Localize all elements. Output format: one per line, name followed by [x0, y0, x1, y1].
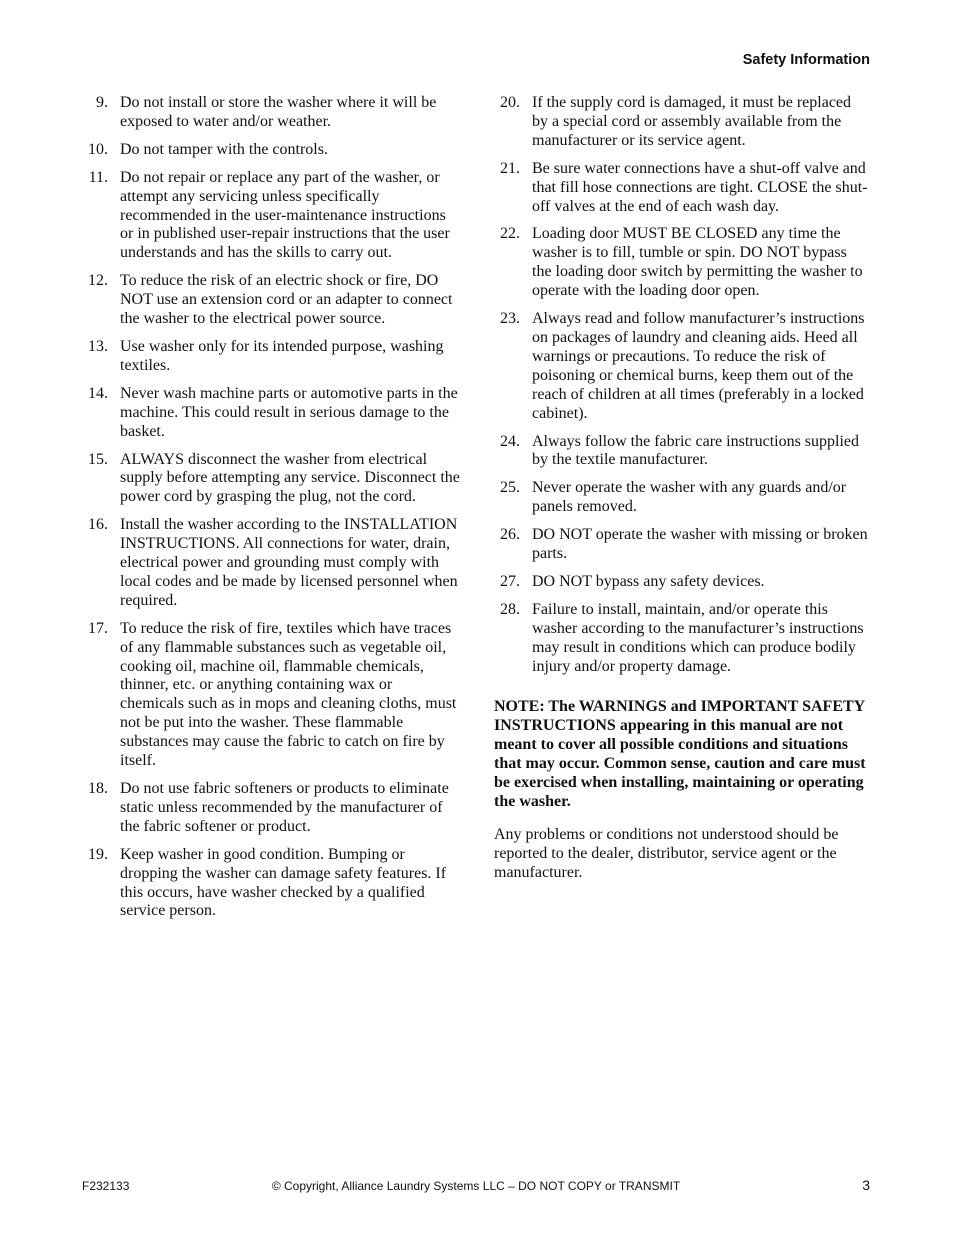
item-text: If the supply cord is damaged, it must be replaced by a special cord or assembly available from the manufacturer or its service agent. — [532, 94, 852, 149]
list-item — [494, 601, 870, 677]
left-column — [82, 94, 460, 930]
list-item — [494, 225, 870, 301]
list-item — [82, 141, 460, 160]
item-text: Be sure water connections have a shut-off valve and that fill hose connections are tight. CLOSE the shut-off valves at the end of each wash day. — [532, 159, 868, 215]
copyright-notice: © Copyright, Alliance Laundry Systems LLC – DO NOT COPY or TRANSMIT — [271, 1179, 681, 1193]
item-text: To reduce the risk of fire, textiles which have traces of any flammable substances such as vegetable oil, cooking oil, machine oil, flammable chemicals, thinner, etc. or anything containing wax or chemicals such as in mops and cleaning cloths, must not be put into the washer. These flammable substances may cause the fabric to catch on fire by itself. — [120, 619, 457, 770]
item-text: DO NOT bypass any safety devices. — [532, 572, 765, 590]
list-item — [494, 573, 870, 592]
item-number: 15. — [88, 450, 108, 468]
item-number: 18. — [88, 780, 108, 797]
list-item — [494, 310, 870, 423]
list-item — [82, 451, 460, 508]
item-number: 22. — [500, 225, 520, 243]
item-text: Use washer only for its intended purpose, washing textiles. — [120, 337, 444, 374]
item-text: DO NOT operate the washer with missing or broken parts. — [532, 526, 868, 563]
item-text: Do not repair or replace any part of the washer, or attempt any servicing unless specifically recommended in the user-maintenance instructions or in published user-repair instructions that the user understands and has the skills to carry out. — [120, 168, 450, 262]
list-item — [82, 516, 460, 611]
item-number: 10. — [88, 140, 108, 158]
list-item — [82, 272, 460, 329]
document-number: F232133 — [82, 1179, 130, 1193]
item-text: Always read and follow manufacturer’s instructions on packages of laundry and cleaning aids. Heed all warnings or precautions. To reduce the risk of poisoning or chemical burns, keep them out of the reach of children at all times (preferably in a locked cabinet). — [532, 310, 865, 422]
item-text: Never wash machine parts or automotive parts in the machine. This could result in serious damage to the basket. — [120, 384, 458, 440]
item-text: Do not install or store the washer where it will be exposed to water and/or weather. — [120, 94, 437, 130]
list-item — [82, 385, 460, 442]
item-text: Do not tamper with the controls. — [120, 140, 328, 158]
item-text: Always follow the fabric care instructions supplied by the textile manufacturer. — [532, 432, 860, 469]
item-number: 19. — [88, 845, 108, 863]
item-text: ALWAYS disconnect the washer from electrical supply before attempting any service. Disconnect the power cord by grasping the plug, not the cord. — [120, 450, 460, 506]
list-item — [494, 526, 870, 564]
list-item — [82, 338, 460, 376]
item-number: 25. — [500, 479, 520, 497]
item-number: 24. — [500, 432, 520, 450]
page-number: 3 — [862, 1177, 870, 1193]
item-text: Never operate the washer with any guards and/or panels removed. — [532, 479, 847, 516]
item-text: Install the washer according to the INSTALLATION INSTRUCTIONS. All connections for water, drain, electrical power and grounding must comply with local codes and be made by licensed personnel when required. — [120, 516, 458, 609]
list-item — [82, 780, 460, 837]
right-column — [494, 94, 870, 883]
item-text: Failure to install, maintain, and/or operate this washer according to the manufacturer’s instructions may result in conditions which can produce bodily injury and/or property damage. — [532, 600, 864, 675]
item-number: 12. — [88, 272, 108, 290]
item-number: 9. — [96, 94, 108, 111]
item-number: 23. — [500, 310, 520, 328]
item-number: 21. — [500, 159, 520, 177]
item-number: 13. — [88, 337, 108, 355]
item-number: 14. — [88, 384, 108, 402]
item-text: Keep washer in good condition. Bumping or dropping the washer can damage safety features. If this occurs, have washer checked by a qualified service person. — [120, 845, 447, 920]
item-number: 11. — [88, 168, 108, 186]
list-item — [82, 620, 460, 771]
item-text: Do not use fabric softeners or products to eliminate static unless recommended by the manufacturer of the fabric softener or product. — [120, 780, 449, 835]
item-text: Loading door MUST BE CLOSED any time the washer is to fill, tumble or spin. DO NOT bypass the loading door switch by permitting the washer to operate with the loading door open. — [532, 225, 863, 300]
section-title: Safety Information — [742, 52, 870, 68]
list-item — [494, 479, 870, 517]
list-item — [494, 94, 870, 151]
item-number: 16. — [88, 516, 108, 534]
item-number: 17. — [88, 619, 108, 637]
list-item — [494, 433, 870, 471]
safety-note: NOTE: The WARNINGS and IMPORTANT SAFETY INSTRUCTIONS appearing in this manual are not meant to cover all possible conditions and situations that may occur. Common sense, caution and care must be exercised when installing, maintaining or operating the washer. — [494, 698, 866, 810]
item-text: To reduce the risk of an electric shock or fire, DO NOT use an extension cord or an adapter to connect the washer to the electrical power source. — [120, 272, 453, 328]
list-item — [82, 846, 460, 922]
list-item — [494, 160, 870, 217]
item-number: 26. — [500, 526, 520, 544]
list-item — [82, 169, 460, 264]
closing-paragraph: Any problems or conditions not understood should be reported to the dealer, distributor, service agent or the manufacturer. — [494, 825, 839, 881]
item-number: 27. — [500, 572, 520, 590]
item-number: 28. — [500, 600, 520, 618]
list-item — [82, 94, 460, 132]
item-number: 20. — [500, 94, 520, 111]
